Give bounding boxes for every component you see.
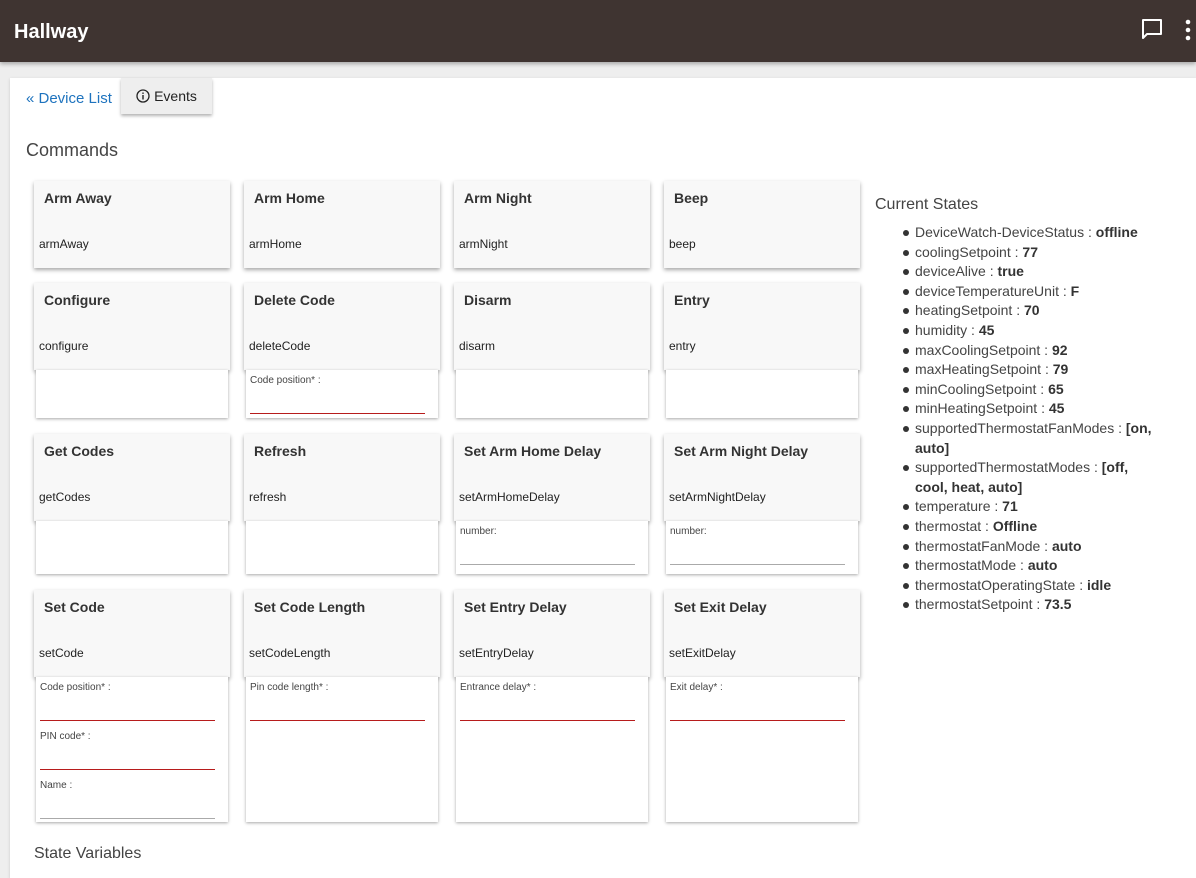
param-label: PIN code* : bbox=[40, 731, 91, 742]
command-button[interactable] bbox=[664, 181, 860, 268]
state-item: thermostatOperatingState : idle bbox=[915, 576, 1155, 596]
command-method: setExitDelay bbox=[669, 646, 736, 660]
state-item: supportedThermostatModes : [off, cool, heat, auto] bbox=[915, 458, 1155, 497]
command-method: setCodeLength bbox=[249, 646, 331, 660]
state-item: deviceTemperatureUnit : F bbox=[915, 282, 1155, 302]
command-name: Set Arm Home Delay bbox=[464, 443, 602, 459]
param-label: Pin code length* : bbox=[250, 682, 329, 693]
command-name: Set Arm Night Delay bbox=[674, 443, 809, 459]
command-button[interactable] bbox=[664, 283, 860, 370]
command-name: Set Code Length bbox=[254, 599, 366, 615]
param-input[interactable] bbox=[670, 707, 845, 721]
command-card bbox=[34, 590, 230, 822]
param-input[interactable] bbox=[40, 707, 215, 721]
command-params bbox=[246, 521, 438, 574]
param-label: number: bbox=[670, 526, 707, 537]
command-button[interactable] bbox=[664, 434, 860, 521]
command-card bbox=[34, 283, 230, 418]
command-button[interactable] bbox=[34, 590, 230, 677]
state-item: deviceAlive : true bbox=[915, 262, 1155, 282]
more-vertical-icon[interactable] bbox=[1183, 17, 1193, 43]
current-states-list bbox=[915, 223, 1155, 615]
state-key: thermostat bbox=[915, 517, 982, 534]
state-key: thermostatSetpoint bbox=[915, 596, 1033, 613]
state-item: humidity : 45 bbox=[915, 321, 1155, 341]
command-params bbox=[456, 370, 648, 418]
state-item: minCoolingSetpoint : 65 bbox=[915, 380, 1155, 400]
state-item: thermostatSetpoint : 73.5 bbox=[915, 595, 1155, 615]
command-card bbox=[664, 283, 860, 418]
state-item: heatingSetpoint : 70 bbox=[915, 301, 1155, 321]
state-item: coolingSetpoint : 77 bbox=[915, 243, 1155, 263]
command-method: beep bbox=[669, 237, 696, 251]
param-input[interactable] bbox=[460, 707, 635, 721]
state-key: deviceTemperatureUnit bbox=[915, 282, 1059, 299]
command-button[interactable] bbox=[454, 283, 650, 370]
command-params bbox=[36, 370, 228, 418]
command-params bbox=[666, 370, 858, 418]
command-method: setArmHomeDelay bbox=[459, 490, 560, 504]
command-name: Delete Code bbox=[254, 292, 335, 308]
param-input[interactable] bbox=[40, 756, 215, 770]
command-name: Arm Night bbox=[464, 190, 532, 206]
command-name: Set Exit Delay bbox=[674, 599, 767, 615]
state-key: maxCoolingSetpoint bbox=[915, 341, 1041, 358]
state-value: 79 bbox=[1052, 361, 1069, 378]
command-button[interactable] bbox=[454, 181, 650, 268]
state-item: supportedThermostatFanModes : [on, auto] bbox=[915, 419, 1155, 458]
command-params bbox=[36, 521, 228, 574]
command-params bbox=[666, 521, 858, 574]
state-value: offline bbox=[1095, 224, 1138, 240]
command-name: Set Entry Delay bbox=[464, 599, 567, 615]
state-item: thermostatMode : auto bbox=[915, 556, 1155, 576]
state-value: idle bbox=[1086, 576, 1112, 593]
param-input[interactable] bbox=[460, 551, 635, 565]
param-label: Code position* : bbox=[250, 375, 321, 386]
state-key: coolingSetpoint bbox=[915, 243, 1011, 260]
command-name: Beep bbox=[674, 190, 709, 206]
param-label: Code position* : bbox=[40, 682, 111, 693]
command-method: armAway bbox=[39, 237, 89, 251]
command-method: setEntryDelay bbox=[459, 646, 534, 660]
command-params bbox=[456, 521, 648, 574]
state-item: minHeatingSetpoint : 45 bbox=[915, 399, 1155, 419]
state-value: 92 bbox=[1051, 341, 1068, 358]
command-button[interactable] bbox=[664, 590, 860, 677]
state-value: 73.5 bbox=[1044, 596, 1072, 613]
current-states-title: Current States bbox=[875, 196, 979, 213]
command-card bbox=[454, 283, 650, 418]
state-value: 71 bbox=[1002, 498, 1018, 515]
command-method: setCode bbox=[39, 646, 84, 660]
command-card bbox=[244, 283, 440, 418]
state-value: 45 bbox=[978, 321, 995, 338]
command-params bbox=[246, 370, 438, 418]
state-key: deviceAlive bbox=[915, 263, 986, 280]
command-button[interactable] bbox=[454, 590, 650, 677]
device-list-link[interactable]: « Device List bbox=[26, 90, 112, 107]
command-method: armNight bbox=[459, 237, 508, 251]
state-key: minCoolingSetpoint bbox=[915, 380, 1037, 397]
param-input[interactable] bbox=[250, 400, 425, 414]
state-key: supportedThermostatFanModes bbox=[915, 419, 1115, 436]
command-card bbox=[244, 181, 440, 268]
state-value: auto bbox=[1051, 537, 1082, 554]
state-key: heatingSetpoint bbox=[915, 302, 1013, 319]
command-params bbox=[36, 677, 228, 822]
command-card bbox=[454, 181, 650, 268]
command-card bbox=[244, 590, 440, 822]
state-value: Offline bbox=[992, 517, 1038, 534]
state-value: 65 bbox=[1048, 380, 1064, 397]
command-button[interactable] bbox=[244, 590, 440, 677]
param-label: Entrance delay* : bbox=[460, 682, 537, 693]
events-button[interactable] bbox=[121, 78, 212, 114]
command-card bbox=[664, 181, 860, 268]
command-params bbox=[246, 677, 438, 822]
state-value: 70 bbox=[1023, 302, 1040, 319]
state-key: maxHeatingSetpoint bbox=[915, 361, 1042, 378]
command-method: disarm bbox=[459, 339, 496, 353]
state-value: true bbox=[997, 263, 1024, 280]
command-card bbox=[664, 434, 860, 574]
state-key: thermostatFanMode bbox=[915, 537, 1041, 554]
command-name: Get Codes bbox=[44, 443, 115, 459]
top-app-bar bbox=[0, 0, 1196, 62]
state-item: thermostatFanMode : auto bbox=[915, 537, 1155, 557]
state-key: thermostatMode bbox=[915, 557, 1017, 574]
command-button[interactable] bbox=[34, 181, 230, 268]
command-button[interactable] bbox=[244, 434, 440, 521]
param-input[interactable] bbox=[250, 707, 425, 721]
state-key: minHeatingSetpoint bbox=[915, 400, 1038, 417]
command-button[interactable] bbox=[244, 283, 440, 370]
command-card bbox=[454, 590, 650, 822]
command-method: setArmNightDelay bbox=[669, 490, 766, 504]
command-button[interactable] bbox=[244, 181, 440, 268]
state-item: thermostat : Offline bbox=[915, 517, 1155, 537]
command-params bbox=[666, 677, 858, 822]
command-name: Arm Home bbox=[254, 190, 325, 206]
param-input[interactable] bbox=[40, 805, 215, 819]
command-name: Refresh bbox=[254, 443, 307, 459]
state-value: [on, auto] bbox=[915, 419, 1152, 456]
command-method: entry bbox=[669, 339, 696, 353]
command-card bbox=[664, 590, 860, 822]
events-label: Events bbox=[154, 88, 197, 104]
state-item: DeviceWatch-DeviceStatus : offline bbox=[915, 223, 1155, 243]
command-name: Set Code bbox=[44, 599, 105, 615]
state-key: DeviceWatch-DeviceStatus bbox=[915, 224, 1085, 240]
state-value: F bbox=[1070, 282, 1080, 299]
param-input[interactable] bbox=[670, 551, 845, 565]
state-value: 77 bbox=[1022, 243, 1038, 260]
command-method: refresh bbox=[249, 490, 287, 504]
state-variables-title: State Variables bbox=[34, 845, 142, 862]
state-value: 45 bbox=[1048, 400, 1065, 417]
command-card bbox=[244, 434, 440, 574]
commands-title: Commands bbox=[26, 140, 119, 160]
command-name: Disarm bbox=[464, 292, 512, 308]
chat-icon[interactable] bbox=[1140, 17, 1164, 41]
state-item: maxHeatingSetpoint : 79 bbox=[915, 360, 1155, 380]
command-method: armHome bbox=[249, 237, 302, 251]
page-title: Hallway bbox=[14, 21, 89, 43]
param-label: Name : bbox=[40, 780, 73, 791]
command-button[interactable] bbox=[454, 434, 650, 521]
command-name: Arm Away bbox=[44, 190, 112, 206]
state-item: temperature : 71 bbox=[915, 497, 1155, 517]
param-label: Exit delay* : bbox=[670, 682, 723, 693]
info-icon bbox=[136, 89, 150, 103]
command-card bbox=[34, 181, 230, 268]
param-label: number: bbox=[460, 526, 497, 537]
command-name: Entry bbox=[674, 292, 710, 308]
state-key: temperature bbox=[915, 498, 991, 515]
state-key: supportedThermostatModes bbox=[915, 459, 1091, 476]
command-method: getCodes bbox=[39, 490, 91, 504]
command-name: Configure bbox=[44, 292, 111, 308]
command-card bbox=[454, 434, 650, 574]
command-button[interactable] bbox=[34, 283, 230, 370]
state-key: thermostatOperatingState bbox=[915, 576, 1076, 593]
state-value: [off, cool, heat, auto] bbox=[915, 459, 1129, 495]
state-key: humidity bbox=[915, 321, 968, 338]
command-method: deleteCode bbox=[249, 339, 311, 353]
state-item: maxCoolingSetpoint : 92 bbox=[915, 341, 1155, 361]
command-method: configure bbox=[39, 339, 89, 353]
command-card bbox=[34, 434, 230, 574]
command-params bbox=[456, 677, 648, 822]
state-value: auto bbox=[1027, 557, 1058, 574]
command-button[interactable] bbox=[34, 434, 230, 521]
